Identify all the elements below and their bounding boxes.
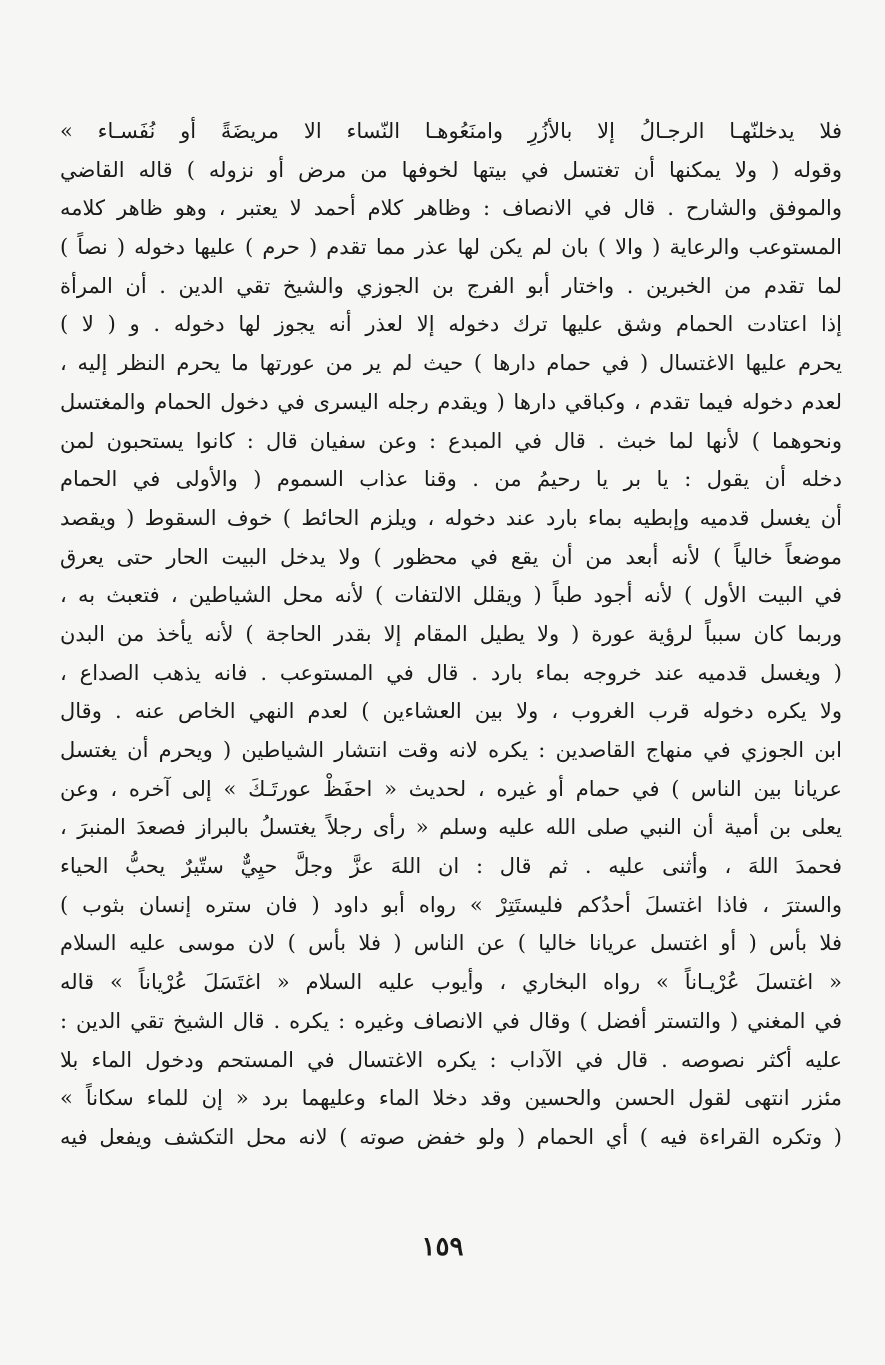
text-line: ابن الجوزي في منهاج القاصدين : يكره لانه وقت انتشار الشياطين ( ويحرم أن يغتسل bbox=[60, 738, 842, 762]
text-line: في المغني ( والتستر أفضل ) وقال في الانصاف وغيره : يكره . قال الشيخ تقي الدين : bbox=[60, 1008, 842, 1033]
text-line: دخله أن يقول : يا بر يا رحيمُ من . وقنا عذاب السموم ( والأولى في الحمام bbox=[60, 467, 842, 492]
text-line: ونحوهما ) لأنها لما خبث . قال في المبدع : وعن سفيان قال : كانوا يستحبون لمن bbox=[60, 428, 842, 453]
text-line: لما تقدم من الخبرين . واختار أبو الفرج بن الجوزي والشيخ تقي الدين . أن المرأة bbox=[60, 273, 842, 298]
text-line: والموفق والشارح . قال في الانصاف : وظاهر كلام أحمد لا يعتبر ، وهو ظاهر كلامه bbox=[60, 196, 842, 221]
text-line: موضعاً خالياً ) لأنه أبعد من أن يقع في محظور ) ولا يدخل البيت الحار حتى يعرق bbox=[60, 544, 842, 569]
text-line: فلا بأس ( أو اغتسل عريانا خاليا ) عن الناس ( فلا بأس ) لان موسى عليه السلام bbox=[60, 931, 842, 956]
text-line: ولا يكره دخوله قرب الغروب ، ولا بين العشاءين ) لعدم النهي الخاص عنه . وقال bbox=[60, 699, 842, 724]
text-line: لعدم دخوله فيما تقدم ، وكباقي دارها ( ويقدم رجله اليسرى في دخول الحمام والمغتسل bbox=[60, 389, 842, 414]
page-number: ١٥٩ bbox=[421, 1232, 464, 1262]
text-line: وربما كان سبباً لرؤية عورة ( ولا يطيل المقام إلا بقدر الحاجة ) لأنه يأخذ من البدن bbox=[60, 621, 842, 646]
text-line: ( وتكره القراءة فيه ) أي الحمام ( ولو خفض صوته ) لانه محل التكشف ويفعل فيه bbox=[60, 1124, 842, 1149]
text-line: « اغتسلَ عُرْيـاناً » رواه البخاري ، وأيوب عليه السلام « اغتَسَلَ عُرْياناً » قاله bbox=[60, 970, 842, 995]
text-line: إذا اعتادت الحمام وشق عليها ترك دخوله إلا لعذر أنه يجوز لها دخوله . و ( لا ) bbox=[60, 312, 842, 337]
text-line: المستوعب والرعاية ( والا ) بان لم يكن لها عذر مما تقدم ( حرم ) عليها دخوله ( نصاً ) bbox=[60, 235, 842, 260]
text-line: يحرم عليها الاغتسال ( في حمام دارها ) حيث لم ير من عورتها ما يحرم النظر إليه ، bbox=[60, 351, 842, 376]
text-line: أن يغسل قدميه وإبطيه بماء بارد عند دخوله ، ويلزم الحائط ) خوف السقوط ( ويقصد bbox=[60, 505, 842, 530]
text-line: ( ويغسل قدميه عند خروجه بماء بارد . قال في المستوعب . فانه يذهب الصداع ، bbox=[60, 660, 842, 685]
text-line: يعلى بن أمية أن النبي صلى الله عليه وسلم « رأى رجلاً يغتسلُ بالبراز فصعدَ المنبرَ ، bbox=[60, 815, 842, 840]
text-line: وقوله ( ولا يمكنها أن تغتسل في بيتها لخوفها من مرض أو نزوله ) قاله القاضي bbox=[60, 157, 842, 182]
text-line: مئزر انتهى لقول الحسن والحسين وقد دخلا الماء وعليهما برد « إن للماء سكاناً » bbox=[60, 1086, 842, 1111]
text-line: في البيت الأول ) لأنه أجود طباً ( ويقلل الالتفات ) لأنه محل الشياطين ، فتعبث به ، bbox=[60, 583, 842, 608]
text-line: فحمدَ اللهَ ، وأثنى عليه . ثم قال : ان اللهَ عزَّ وجلَّ حيِيٌّ ستّيرٌ يحبُّ الحياء bbox=[60, 854, 842, 879]
text-line: عليه أكثر نصوصه . قال في الآداب : يكره الاغتسال في المستحم ودخول الماء بلا bbox=[60, 1047, 842, 1072]
text-line: فلا يدخلنّهـا الرجـالُ إلا بالأزُرِ وامنَعُوهـا النّساء الا مريضَةً أو نُفَسـاء » bbox=[60, 119, 842, 143]
body-text bbox=[60, 112, 842, 1157]
text-line: والسترَ ، فاذا اغتسلَ أحدُكم فليستَتِرْ » رواه أبو داود ( فان ستره إنسان بثوب ) bbox=[60, 892, 842, 917]
text-line: عريانا بين الناس ) في حمام أو غيره ، لحديث « احفَظْ عورتَـكَ » إلى آخره ، وعن bbox=[60, 776, 842, 801]
